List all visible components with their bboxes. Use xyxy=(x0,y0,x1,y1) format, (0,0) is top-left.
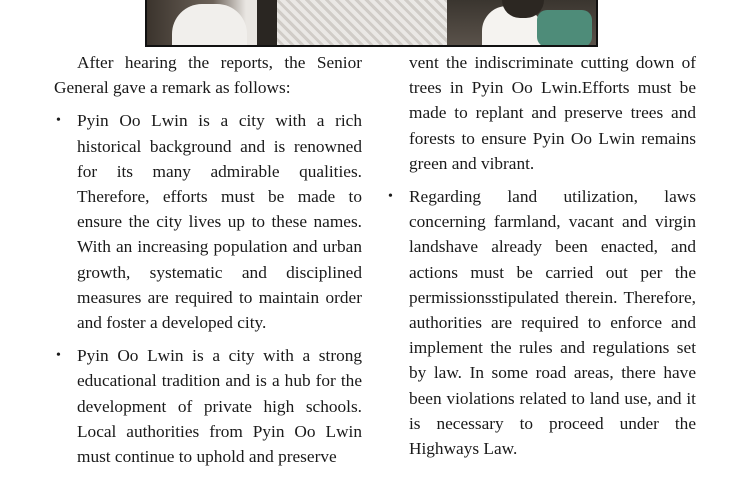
bullet-icon: • xyxy=(56,113,61,129)
article-photo xyxy=(145,0,598,47)
list-item-text: Regarding land utilization, laws concerning farmland, vacant and virgin landshave already been enacted, and actions must be carried out per the permissionsstipulated therein. Therefore, authorities are required to enforce and implement the rules and regulations set by law. In some road areas, there have been violations related to land use, and it is necessary to proceed under the Highways Law. xyxy=(409,187,696,459)
left-column xyxy=(54,50,362,477)
list-item-text: Pyin Oo Lwin is a city with a rich historical background and is renowned for its many admirable qualities. Therefore, efforts must be made to ensure the city lives up to these names. With an increasing population and urban growth, systematic and disciplined measures are required to maintain order and foster a developed city. xyxy=(77,111,362,333)
list-item xyxy=(54,108,362,335)
bullet-list xyxy=(386,184,696,461)
right-column xyxy=(386,50,696,469)
list-item xyxy=(54,343,362,469)
continued-paragraph: vent the indiscriminate cutting down of trees in Pyin Oo Lwin.Efforts must be made to replant and preserve trees and forests to ensure Pyin Oo Lwin remains green and vibrant. xyxy=(409,53,696,173)
bullet-icon: • xyxy=(56,348,61,364)
list-item xyxy=(386,184,696,461)
bullet-list xyxy=(54,108,362,469)
bullet-icon: • xyxy=(388,189,393,205)
list-item-text: Pyin Oo Lwin is a city with a strong educational tradition and is a hub for the development of private high schools. Local authorities from Pyin Oo Lwin must continue to uphold and preserve xyxy=(77,346,362,467)
lead-paragraph: After hearing the reports, the Senior General gave a remark as follows: xyxy=(54,53,362,98)
